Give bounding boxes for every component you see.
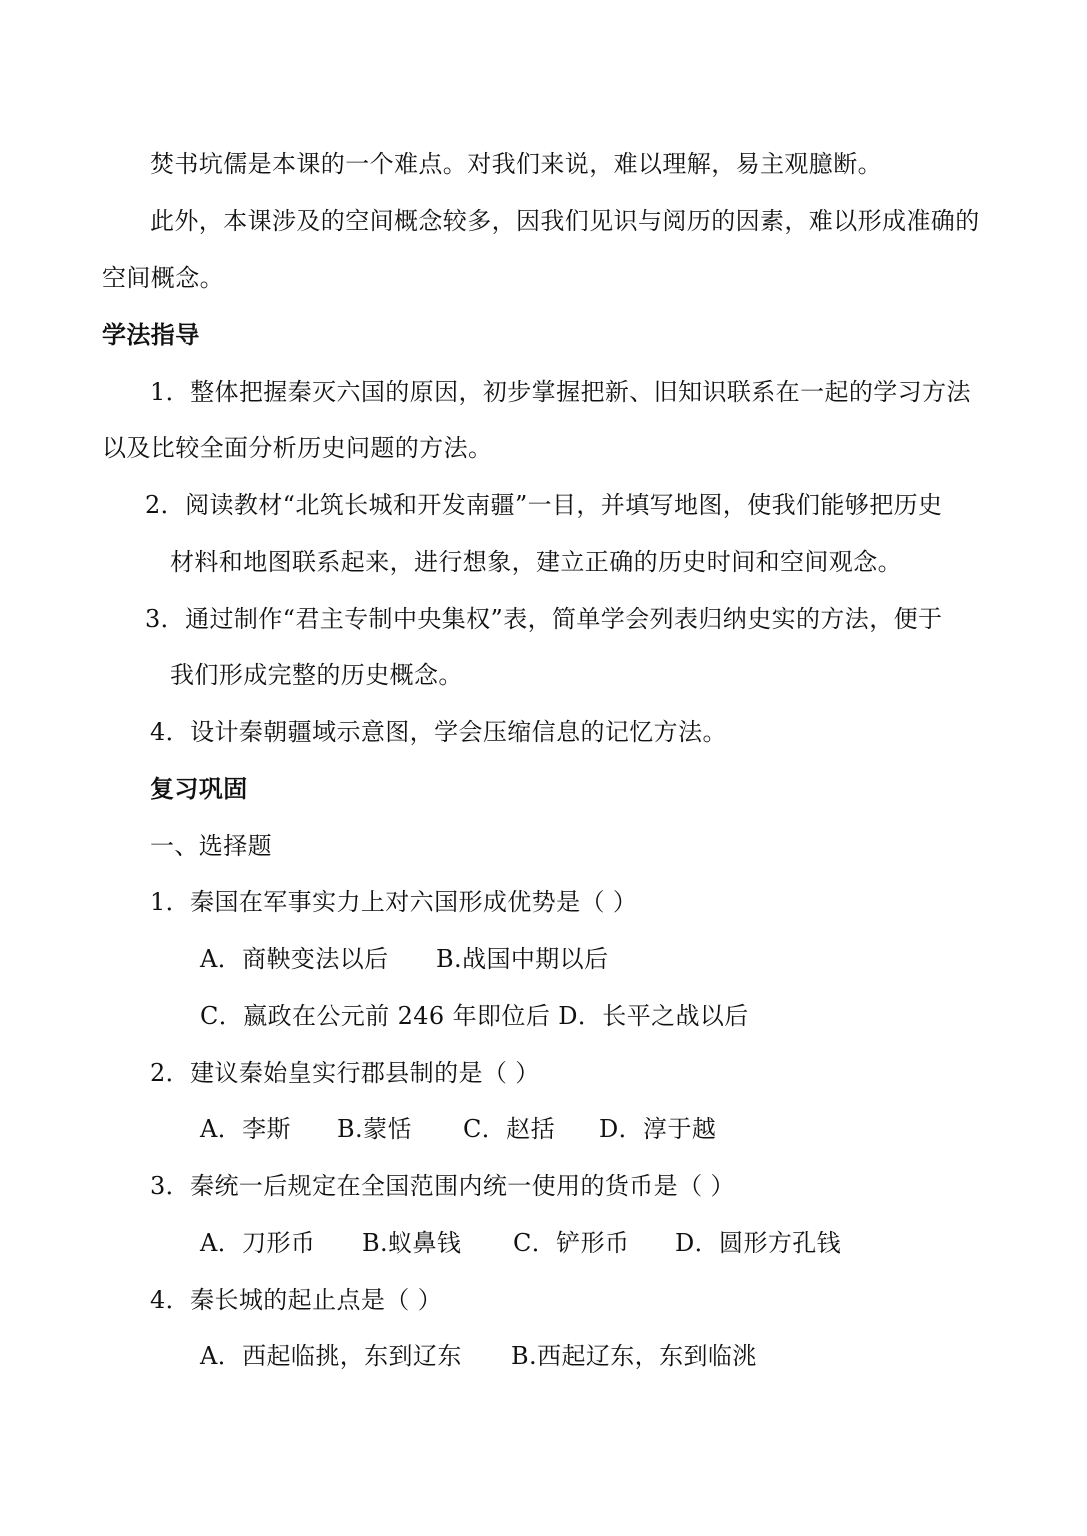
option-c: C．赵括 [463, 1115, 555, 1143]
question-1-options-ab [200, 943, 608, 975]
question-3: 3．秦统一后规定在全国范围内统一使用的货币是（ ） [150, 1172, 735, 1200]
method-4: 4．设计秦朝疆域示意图，学会压缩信息的记忆方法。 [150, 718, 727, 746]
option-a: A．西起临挑，东到辽东 [200, 1342, 462, 1370]
option-a: A．刀形币 [200, 1229, 316, 1257]
question-1: 1．秦国在军事实力上对六国形成优势是（ ） [150, 888, 638, 916]
question-4-options [200, 1340, 757, 1372]
question-3-options [200, 1227, 841, 1259]
paragraph-difficulty: 焚书坑儒是本课的一个难点。对我们来说，难以理解，易主观臆断。 [150, 150, 882, 178]
section-multiple-choice: 一、选择题 [150, 832, 272, 860]
paragraph-space-concept-line2: 空间概念。 [102, 264, 224, 292]
question-2: 2．建议秦始皇实行郡县制的是（ ） [150, 1059, 540, 1087]
method-2-line1: 2．阅读教材“北筑长城和开发南疆”一目，并填写地图，使我们能够把历史 [145, 491, 943, 519]
option-b: B.蒙恬 [337, 1115, 412, 1143]
option-a: A．李斯 [200, 1115, 291, 1143]
method-1-line1: 1．整体把握秦灭六国的原因，初步掌握把新、旧知识联系在一起的学习方法 [150, 378, 971, 406]
question-1-options-cd: C．嬴政在公元前 246 年即位后 D．长平之战以后 [200, 1002, 749, 1030]
option-c: C．铲形币 [513, 1229, 630, 1257]
method-2-line2: 材料和地图联系起来，进行想象，建立正确的历史时间和空间观念。 [170, 548, 902, 576]
question-2-options [200, 1113, 716, 1145]
heading-study-method: 学法指导 [102, 321, 200, 349]
option-a: A．商鞅变法以后 [200, 945, 389, 973]
heading-review: 复习巩固 [150, 775, 248, 803]
option-d: D．淳于越 [599, 1115, 717, 1143]
option-b: B.西起辽东，东到临洮 [511, 1342, 757, 1370]
paragraph-space-concept-line1: 此外，本课涉及的空间概念较多，因我们见识与阅历的因素，难以形成准确的 [150, 207, 980, 235]
method-3-line2: 我们形成完整的历史概念。 [170, 661, 463, 689]
option-b: B.战国中期以后 [436, 945, 609, 973]
method-1-line2: 以及比较全面分析历史问题的方法。 [102, 434, 493, 462]
method-3-line1: 3．通过制作“君主专制中央集权”表，简单学会列表归纳史实的方法，便于 [145, 605, 943, 633]
option-d: D．圆形方孔钱 [675, 1229, 842, 1257]
option-b: B.蚁鼻钱 [362, 1229, 462, 1257]
question-4: 4．秦长城的起止点是（ ） [150, 1286, 443, 1314]
